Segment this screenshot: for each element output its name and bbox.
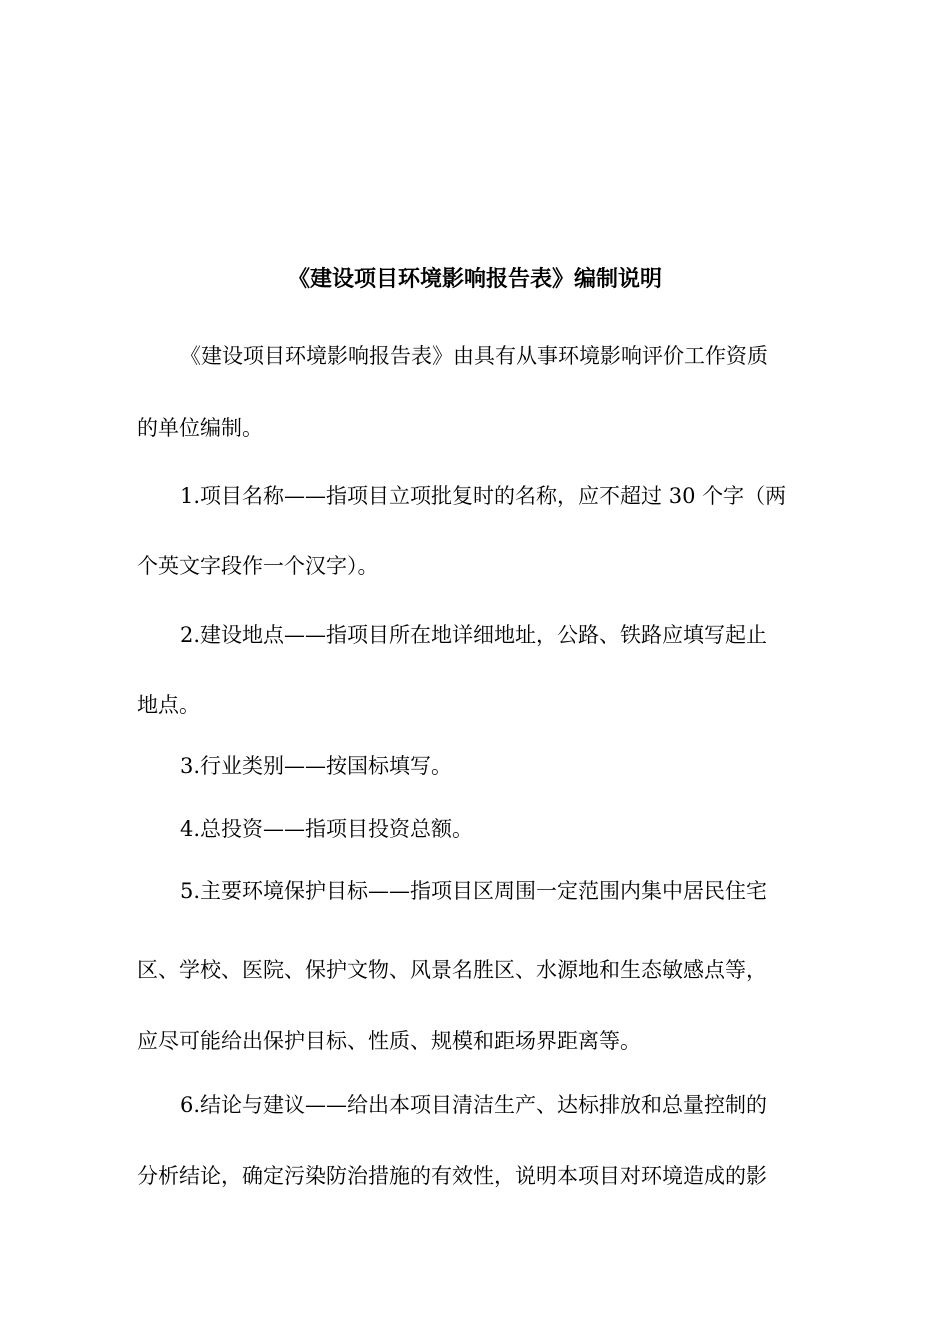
- item-5-line-1: 5.主要环境保护目标——指项目区周围一定范围内集中居民住宅: [180, 879, 768, 903]
- item-6-line-2: 分析结论，确定污染防治措施的有效性，说明本项目对环境造成的影: [137, 1164, 767, 1188]
- item-5-line-2: 区、学校、医院、保护文物、风景名胜区、水源地和生态敏感点等，: [137, 958, 767, 982]
- item-5-line-3: 应尽可能给出保护目标、性质、规模和距场界距离等。: [137, 1029, 641, 1053]
- item-4-line: 4.总投资——指项目投资总额。: [180, 817, 474, 841]
- item-2-line-1: 2.建设地点——指项目所在地详细地址，公路、铁路应填写起止: [180, 623, 768, 647]
- document-title: 《建设项目环境影响报告表》编制说明: [287, 267, 662, 292]
- item-1-line-2: 个英文字段作一个汉字）。: [137, 554, 379, 578]
- item-1-line-1: 1.项目名称——指项目立项批复时的名称，应不超过 30 个字（两: [180, 484, 787, 508]
- item-6-line-1: 6.结论与建议——给出本项目清洁生产、达标排放和总量控制的: [180, 1093, 768, 1117]
- item-2-line-2: 地点。: [137, 693, 200, 717]
- intro-line-2: 的单位编制。: [137, 416, 263, 440]
- intro-line-1: 《建设项目环境影响报告表》由具有从事环境影响评价工作资质: [180, 344, 768, 368]
- item-3-line: 3.行业类别——按国标填写。: [180, 754, 453, 778]
